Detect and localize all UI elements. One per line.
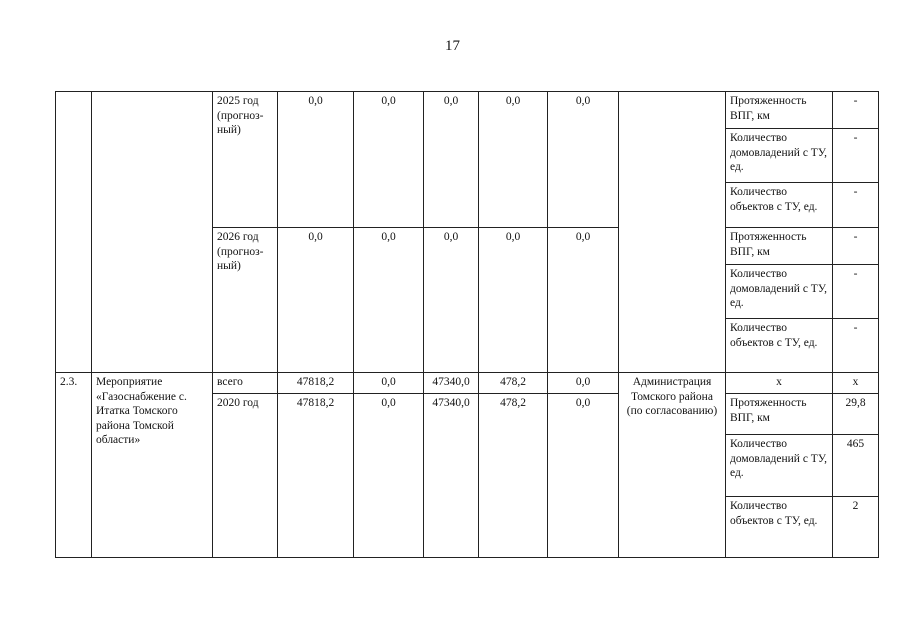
item-title: Мероприятие «Газоснабжение с. Итатка Томского района Томской области»	[92, 373, 213, 558]
indicator-value: 465	[833, 435, 879, 497]
amount-cell: 0,0	[548, 394, 619, 558]
indicator-name: Количество объектов с ТУ, ед.	[726, 497, 833, 558]
amount-cell: 0,0	[548, 92, 619, 228]
page-number: 17	[445, 38, 460, 54]
item-number-cell	[56, 92, 92, 373]
amount-cell: 47340,0	[424, 373, 479, 394]
indicator-name: Количество объектов с ТУ, ед.	[726, 183, 833, 228]
indicator-name: x	[726, 373, 833, 394]
year-label: 2026 год (прогноз-ный)	[213, 228, 278, 373]
amount-cell: 47818,2	[278, 373, 354, 394]
indicator-name: Количество объектов с ТУ, ед.	[726, 319, 833, 373]
amount-cell: 0,0	[354, 228, 424, 373]
amount-cell: 0,0	[354, 394, 424, 558]
amount-cell: 0,0	[424, 228, 479, 373]
amount-cell: 0,0	[548, 373, 619, 394]
amount-cell: 0,0	[479, 228, 548, 373]
table-row	[56, 92, 879, 129]
indicator-value: -	[833, 319, 879, 373]
total-label: всего	[213, 373, 278, 394]
amount-cell: 47818,2	[278, 394, 354, 558]
year-label: 2020 год	[213, 394, 278, 558]
indicator-value: -	[833, 183, 879, 228]
amount-cell: 0,0	[424, 92, 479, 228]
amount-cell: 0,0	[278, 92, 354, 228]
indicator-name: Протяженность ВПГ, км	[726, 394, 833, 435]
indicator-value: 29,8	[833, 394, 879, 435]
indicator-name: Количество домовладений с ТУ, ед.	[726, 265, 833, 319]
amount-cell: 0,0	[354, 373, 424, 394]
program-table	[55, 91, 879, 558]
indicator-value: 2	[833, 497, 879, 558]
amount-cell: 0,0	[354, 92, 424, 228]
indicator-name: Протяженность ВПГ, км	[726, 92, 833, 129]
amount-cell: 0,0	[278, 228, 354, 373]
item-number: 2.3.	[56, 373, 92, 558]
executor-cell	[619, 92, 726, 373]
indicator-value: -	[833, 92, 879, 129]
indicator-name: Протяженность ВПГ, км	[726, 228, 833, 265]
indicator-value: -	[833, 265, 879, 319]
amount-cell: 0,0	[548, 228, 619, 373]
indicator-value: -	[833, 129, 879, 183]
executor: Администрация Томского района (по согласованию)	[619, 373, 726, 558]
amount-cell: 0,0	[479, 92, 548, 228]
indicator-name: Количество домовладений с ТУ, ед.	[726, 129, 833, 183]
year-label: 2025 год (прогноз-ный)	[213, 92, 278, 228]
indicator-value: -	[833, 228, 879, 265]
amount-cell: 47340,0	[424, 394, 479, 558]
amount-cell: 478,2	[479, 373, 548, 394]
indicator-value: x	[833, 373, 879, 394]
table-row	[56, 373, 879, 394]
item-title-cell	[92, 92, 213, 373]
amount-cell: 478,2	[479, 394, 548, 558]
indicator-name: Количество домовладений с ТУ, ед.	[726, 435, 833, 497]
